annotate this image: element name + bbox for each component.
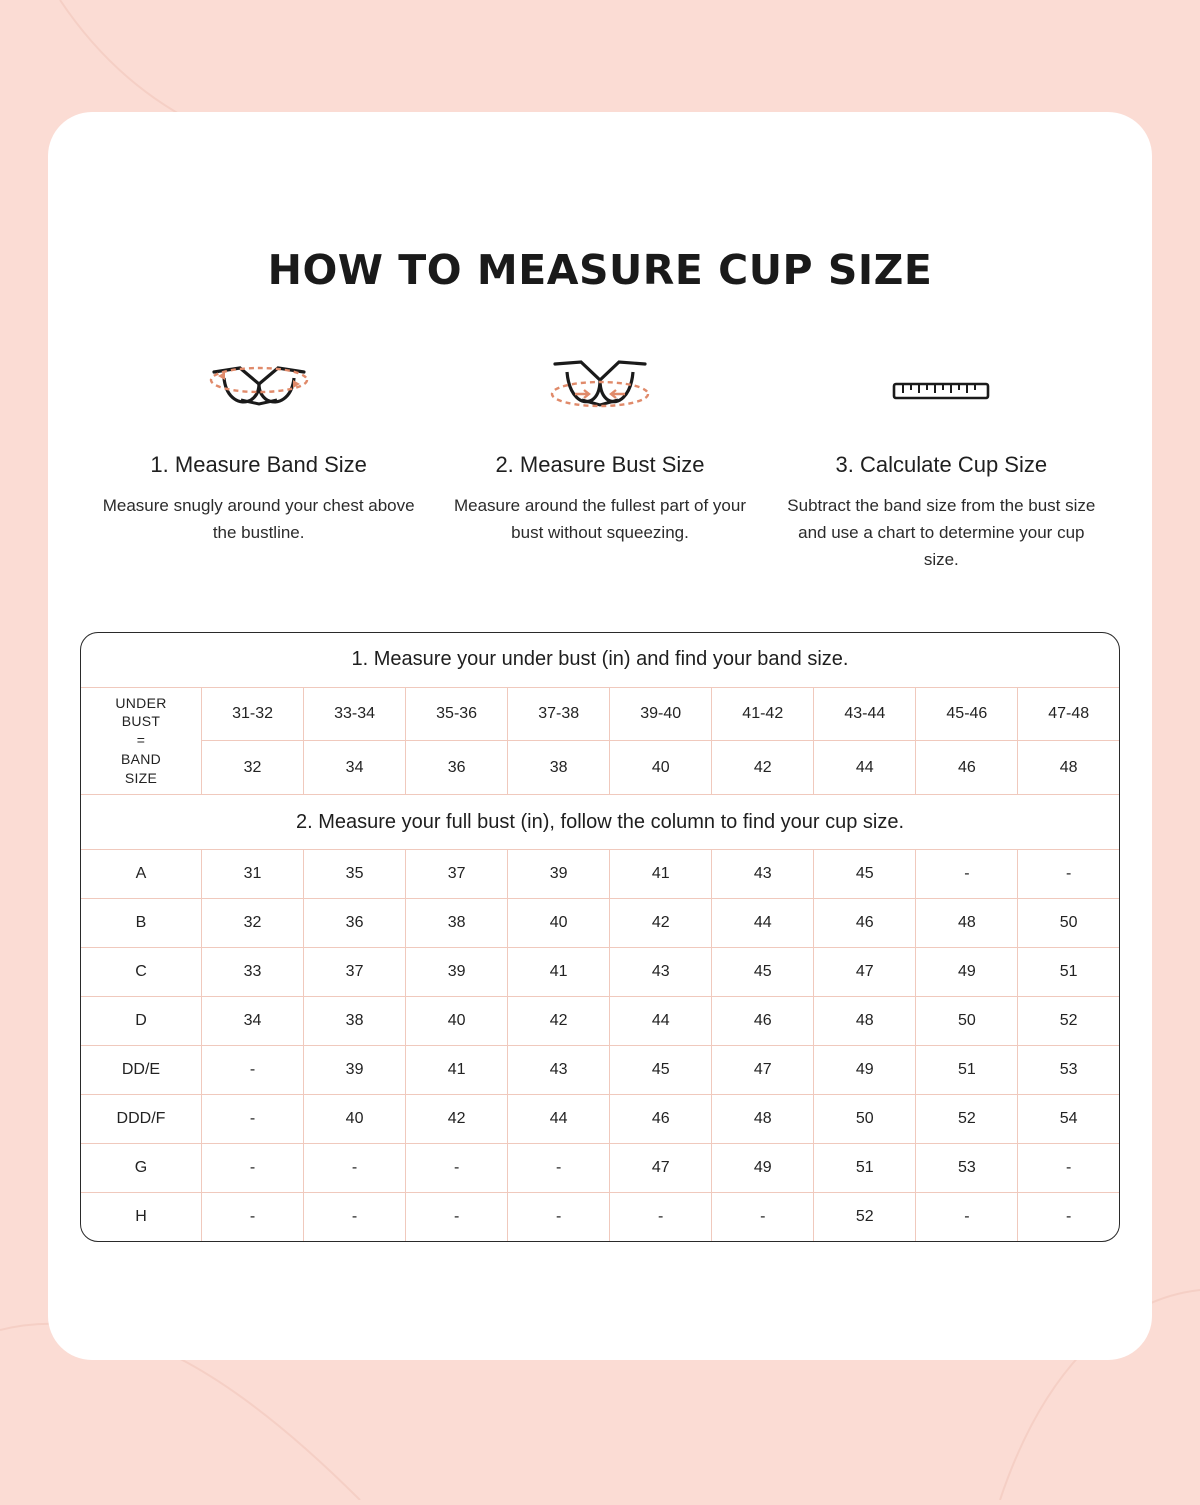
under-bust-cell: 47-48 [1018,687,1119,741]
band-size-cell: 40 [610,741,712,795]
bust-measurement-cell: 53 [916,1144,1018,1193]
bust-measurement-cell: 44 [508,1095,610,1144]
bust-measurement-cell: 38 [406,899,508,948]
cup-size-label: H [81,1193,202,1242]
bust-measurement-cell: 47 [610,1144,712,1193]
bust-measurement-cell: - [508,1193,610,1242]
bust-measurement-cell: - [916,1193,1018,1242]
bust-measurement-cell: 44 [610,997,712,1046]
table-section-2-header [81,795,1119,850]
ruler-icon [785,350,1098,430]
bust-measurement-cell: 53 [1018,1046,1119,1095]
bra-bust-measure-icon [443,350,756,430]
bust-measurement-cell: 40 [406,997,508,1046]
step-description: Measure around the fullest part of your bust without squeezing. [453,496,746,543]
bust-measurement-cell: 51 [916,1046,1018,1095]
bust-measurement-cell: 50 [916,997,1018,1046]
bra-band-measure-icon [102,350,415,430]
bust-measurement-cell: - [406,1144,508,1193]
under-bust-cell: 45-46 [916,687,1018,741]
bust-measurement-cell: 54 [1018,1095,1119,1144]
bust-measurement-cell: 41 [406,1046,508,1095]
bust-measurement-cell: 39 [508,850,610,899]
content-card [48,112,1152,1360]
bust-measurement-cell: 40 [304,1095,406,1144]
table-row [81,1095,1119,1144]
step-measure-bust-size [429,350,770,574]
table-row [81,1046,1119,1095]
bust-measurement-cell: 37 [406,850,508,899]
cup-size-label: DD/E [81,1046,202,1095]
step-title: 2. Measure Bust Size [495,452,705,477]
under-bust-row [81,687,1119,741]
under-bust-cell: 43-44 [814,687,916,741]
bust-measurement-cell: 47 [712,1046,814,1095]
cup-size-label: D [81,997,202,1046]
bust-measurement-cell: 37 [304,948,406,997]
band-size-cell: 36 [406,741,508,795]
bust-measurement-cell: 43 [610,948,712,997]
bust-measurement-cell: 39 [304,1046,406,1095]
bust-measurement-cell: 49 [712,1144,814,1193]
row-label-under-bust-band: UNDER BUST = BAND SIZE [81,687,202,794]
step-measure-band-size [88,350,429,574]
cup-size-label: DDD/F [81,1095,202,1144]
bust-measurement-cell: - [1018,850,1119,899]
bust-measurement-cell: 52 [1018,997,1119,1046]
band-size-cell: 34 [304,741,406,795]
bust-measurement-cell: 46 [814,899,916,948]
step-description: Measure snugly around your chest above the bustline. [102,496,415,543]
step-description: Subtract the band size from the bust size and use a chart to determine your cup size. [787,496,1096,570]
table-row [81,997,1119,1046]
bust-measurement-cell: 48 [916,899,1018,948]
bust-measurement-cell: 46 [712,997,814,1046]
table-row [81,1193,1119,1242]
bust-measurement-cell: 49 [814,1046,916,1095]
bust-measurement-cell: - [304,1193,406,1242]
bust-measurement-cell: - [406,1193,508,1242]
section-title: 2. Measure your full bust (in), follow the column to find your cup size. [81,795,1119,850]
bust-measurement-cell: 31 [202,850,304,899]
bust-measurement-cell: 45 [814,850,916,899]
bust-measurement-cell: 38 [304,997,406,1046]
bust-measurement-cell: 49 [916,948,1018,997]
steps-row [48,350,1152,574]
band-size-cell: 42 [712,741,814,795]
bust-measurement-cell: 47 [814,948,916,997]
bust-measurement-cell: 42 [406,1095,508,1144]
size-chart-table [80,632,1120,1242]
bust-measurement-cell: 32 [202,899,304,948]
band-size-cell: 46 [916,741,1018,795]
under-bust-cell: 39-40 [610,687,712,741]
bust-measurement-cell: - [202,1095,304,1144]
bust-measurement-cell: - [202,1193,304,1242]
under-bust-cell: 37-38 [508,687,610,741]
bust-measurement-cell: 43 [508,1046,610,1095]
page-title: HOW TO MEASURE CUP SIZE [267,246,933,294]
table-row [81,850,1119,899]
bust-measurement-cell: 46 [610,1095,712,1144]
bust-measurement-cell: 51 [814,1144,916,1193]
bust-measurement-cell: 50 [814,1095,916,1144]
bust-measurement-cell: 33 [202,948,304,997]
bust-measurement-cell: 42 [508,997,610,1046]
table-row [81,899,1119,948]
band-size-row [81,741,1119,795]
bust-measurement-cell: - [610,1193,712,1242]
step-title: 3. Calculate Cup Size [835,452,1048,477]
band-size-cell: 48 [1018,741,1119,795]
step-title: 1. Measure Band Size [150,452,367,477]
bust-measurement-cell: 51 [1018,948,1119,997]
bust-measurement-cell: 48 [814,997,916,1046]
table-section-1-header [81,633,1119,688]
bust-measurement-cell: 43 [712,850,814,899]
bust-measurement-cell: 40 [508,899,610,948]
band-size-cell: 38 [508,741,610,795]
step-calculate-cup-size [771,350,1112,574]
cup-size-label: B [81,899,202,948]
bust-measurement-cell: 45 [610,1046,712,1095]
bust-measurement-cell: - [508,1144,610,1193]
bust-measurement-cell: 41 [610,850,712,899]
bust-measurement-cell: 41 [508,948,610,997]
under-bust-cell: 31-32 [202,687,304,741]
cup-size-label: G [81,1144,202,1193]
bust-measurement-cell: 45 [712,948,814,997]
bust-measurement-cell: 42 [610,899,712,948]
bust-measurement-cell: 36 [304,899,406,948]
bust-measurement-cell: 50 [1018,899,1119,948]
bust-measurement-cell: 48 [712,1095,814,1144]
bust-measurement-cell: - [916,850,1018,899]
bust-measurement-cell: 52 [916,1095,1018,1144]
section-title: 1. Measure your under bust (in) and find your band size. [81,633,1119,688]
table-row [81,1144,1119,1193]
bust-measurement-cell: - [304,1144,406,1193]
cup-size-label: C [81,948,202,997]
under-bust-cell: 35-36 [406,687,508,741]
band-size-cell: 32 [202,741,304,795]
bust-measurement-cell: - [712,1193,814,1242]
bust-measurement-cell: 39 [406,948,508,997]
under-bust-cell: 33-34 [304,687,406,741]
bust-measurement-cell: 34 [202,997,304,1046]
bust-measurement-cell: 52 [814,1193,916,1242]
bust-measurement-cell: - [1018,1144,1119,1193]
band-size-cell: 44 [814,741,916,795]
bust-measurement-cell: - [202,1144,304,1193]
bust-measurement-cell: 35 [304,850,406,899]
bust-measurement-cell: - [1018,1193,1119,1242]
bust-measurement-cell: 44 [712,899,814,948]
bust-measurement-cell: - [202,1046,304,1095]
cup-size-label: A [81,850,202,899]
table-row [81,948,1119,997]
under-bust-cell: 41-42 [712,687,814,741]
